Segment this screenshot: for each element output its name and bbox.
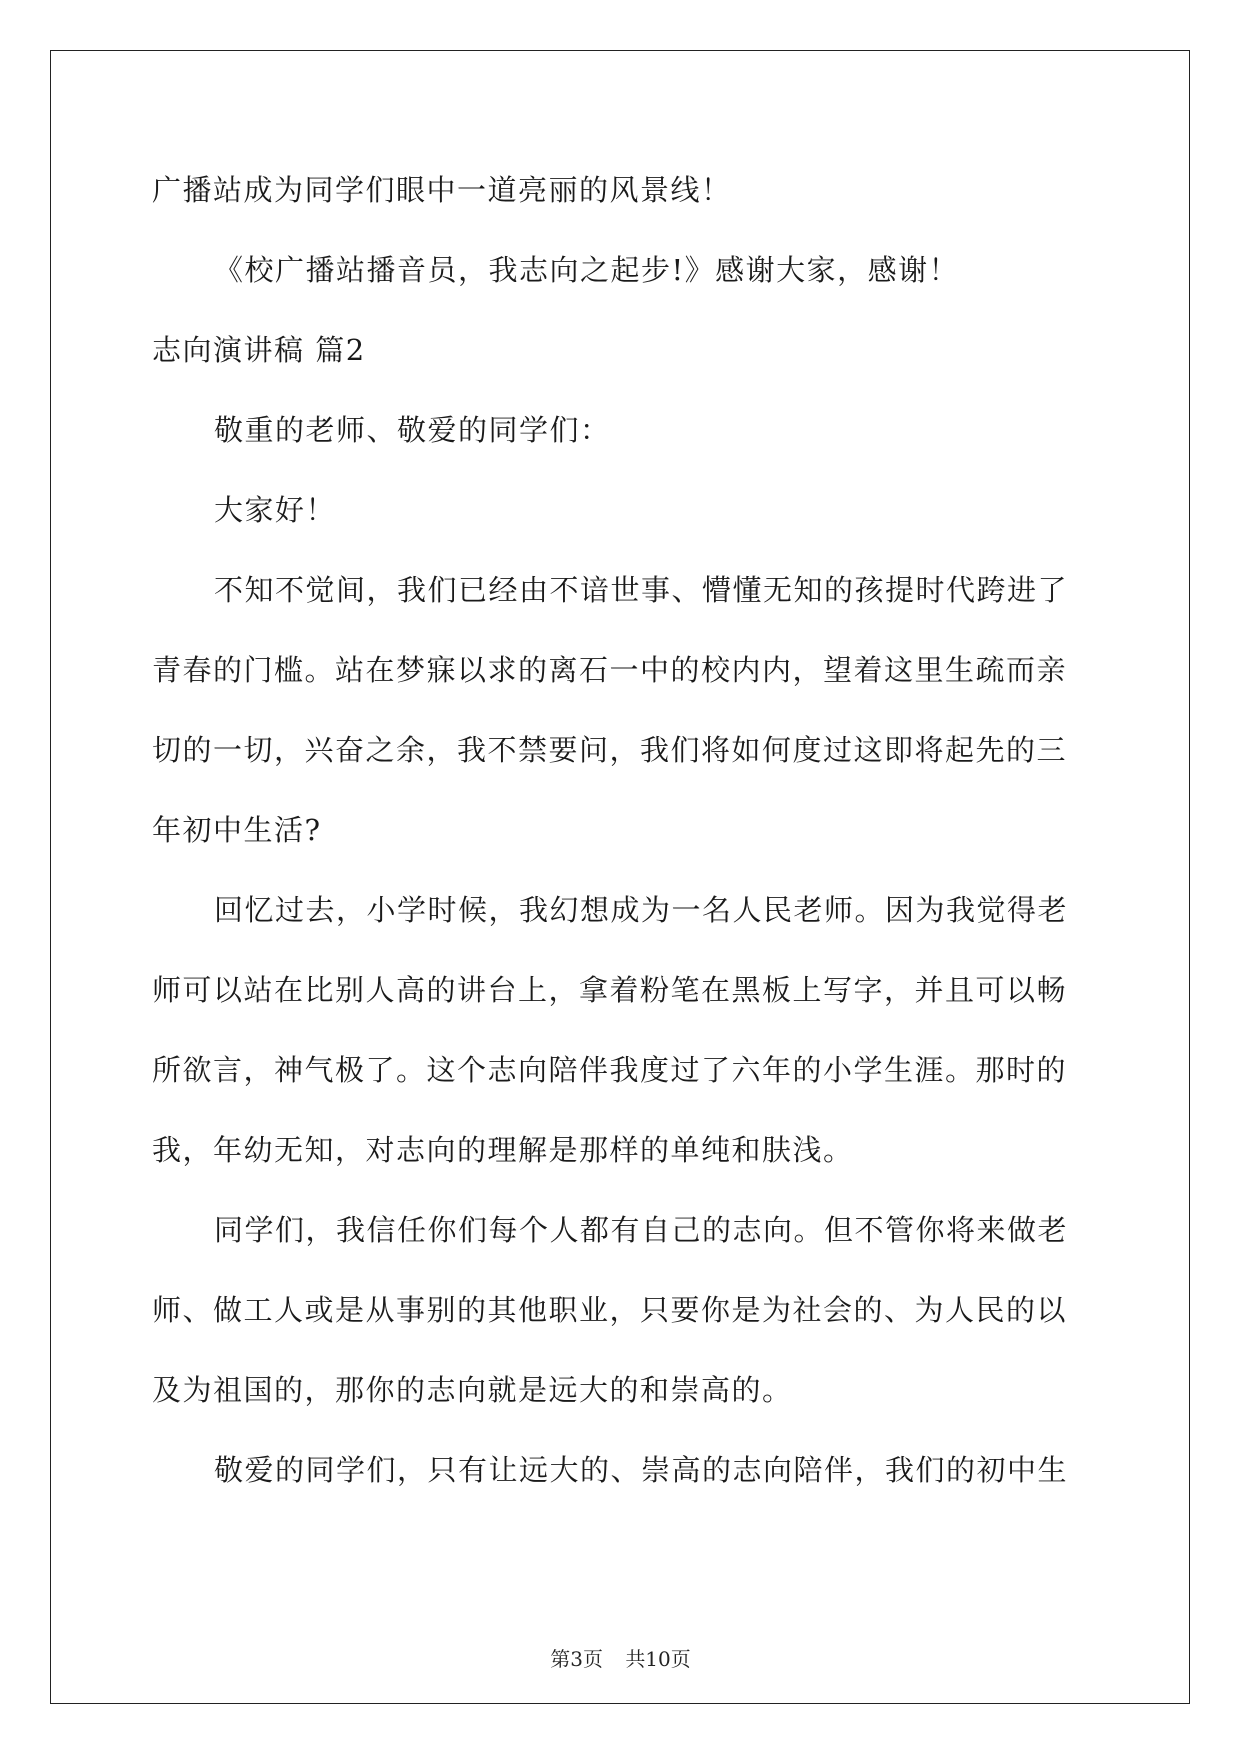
body-text-line: 我，年幼无知，对志向的理解是那样的单纯和肤浅。	[152, 1133, 854, 1167]
page-footer	[0, 1646, 1241, 1672]
body-text-line: 同学们，我信任你们每个人都有自己的志向。但不管你将来做老	[214, 1213, 1069, 1247]
page-number: 第3页	[550, 1647, 603, 1671]
body-text-line: 切的一切，兴奋之余，我不禁要问，我们将如何度过这即将起先的三	[152, 733, 1068, 767]
body-text-line: 师、做工人或是从事别的其他职业，只要你是为社会的、为人民的以	[152, 1293, 1068, 1327]
body-text-line: 青春的门槛。站在梦寐以求的离石一中的校内内，望着这里生疏而亲	[152, 653, 1068, 687]
body-text-line: 回忆过去，小学时候，我幻想成为一名人民老师。因为我觉得老	[214, 893, 1069, 927]
body-text-line: 及为祖国的，那你的志向就是远大的和崇高的。	[152, 1373, 793, 1407]
body-text-line: 敬爱的同学们，只有让远大的、崇高的志向陪伴，我们的初中生	[214, 1453, 1069, 1487]
body-text-line: 广播站成为同学们眼中一道亮丽的风景线！	[152, 173, 732, 207]
section-heading: 志向演讲稿 篇2	[152, 333, 366, 367]
greeting: 大家好！	[214, 493, 337, 527]
body-text-line: 所欲言，神气极了。这个志向陪伴我度过了六年的小学生涯。那时的	[152, 1053, 1068, 1087]
body-text-line: 不知不觉间，我们已经由不谙世事、懵懂无知的孩提时代跨进了	[214, 573, 1069, 607]
page-total: 共10页	[625, 1647, 691, 1671]
body-text-line: 年初中生活?	[152, 813, 322, 847]
body-text-line: 《校广播站播音员，我志向之起步!》感谢大家，感谢！	[214, 253, 960, 287]
salutation: 敬重的老师、敬爱的同学们：	[214, 413, 611, 447]
body-text-line: 师可以站在比别人高的讲台上，拿着粉笔在黑板上写字，并且可以畅	[152, 973, 1068, 1007]
